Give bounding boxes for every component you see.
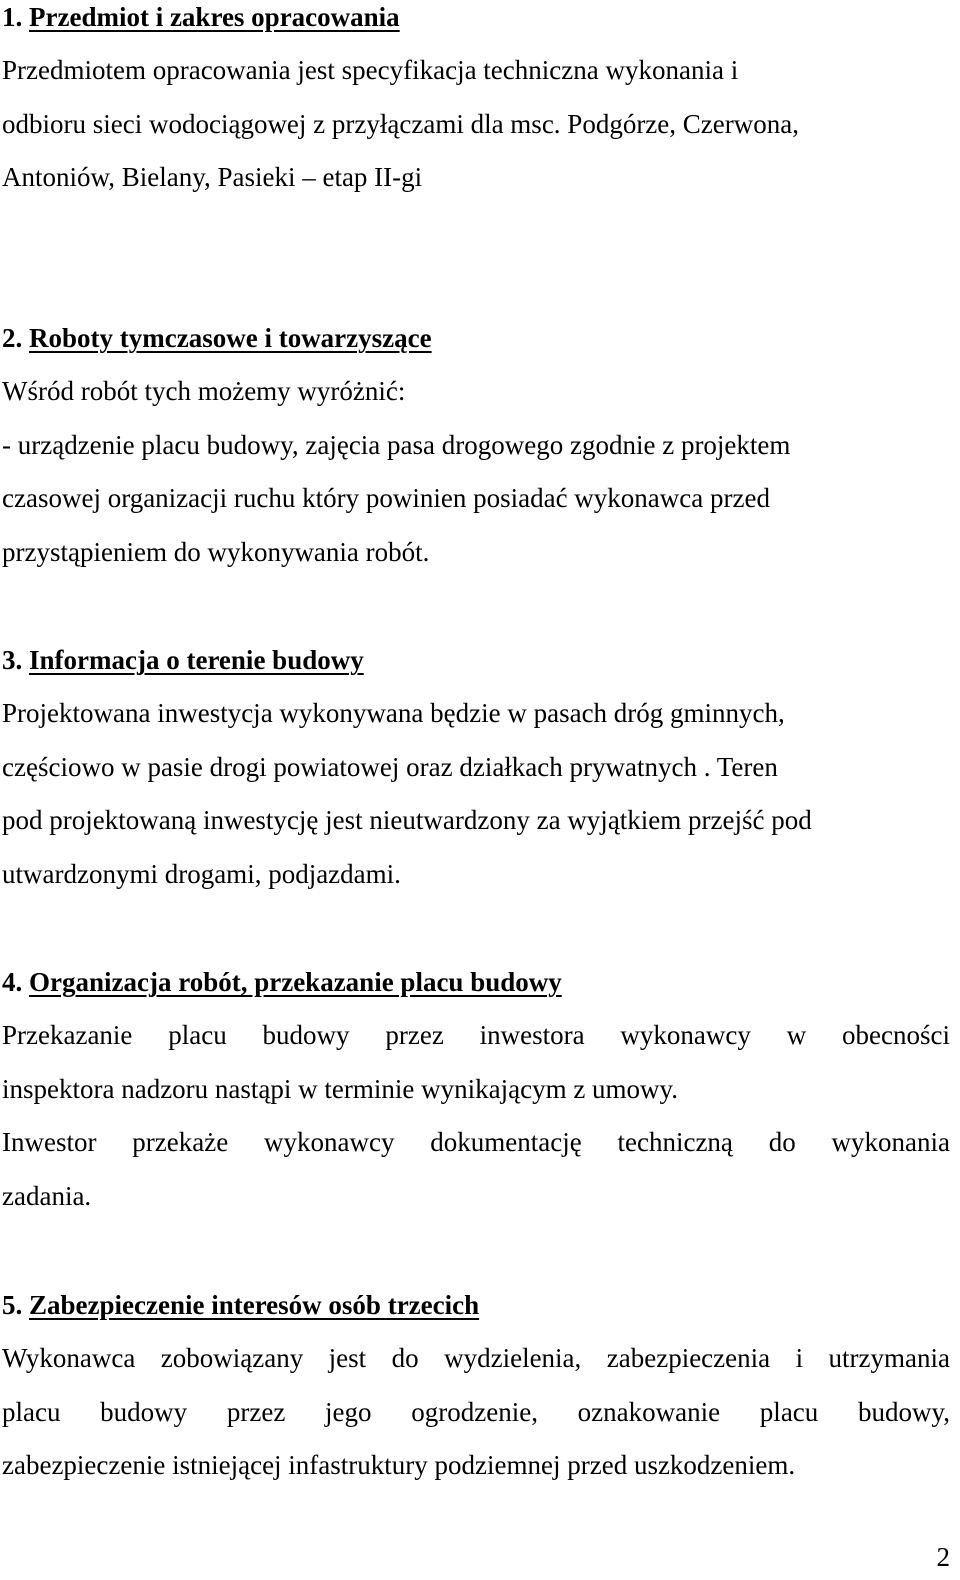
- section-5-line-3: zabezpieczenie istniejącej infastruktury podziemnej przed uszkodzeniem.: [2, 1450, 796, 1481]
- section-3-title: Informacja o terenie budowy: [29, 645, 364, 675]
- section-5-title: Zabezpieczenie interesów osób trzecich: [29, 1290, 480, 1320]
- section-1-line-3: Antoniów, Bielany, Pasieki – etap II-gi: [2, 162, 423, 193]
- section-1-body: [2, 44, 950, 205]
- section-4-number: 4.: [2, 967, 23, 997]
- section-3-line-4: utwardzonymi drogami, podjazdami.: [2, 858, 401, 889]
- section-1-number: 1.: [2, 2, 23, 32]
- page-number: 2: [936, 1542, 950, 1572]
- section-5-line-1: Wykonawca zobowiązany jest do wydzielenia, zabezpieczenia i utrzymania: [2, 1343, 950, 1373]
- section-3-body: [2, 687, 950, 901]
- section-4-title: Organizacja robót, przekazanie placu budowy: [29, 967, 562, 997]
- section-4-body: [2, 1009, 950, 1223]
- section-4-heading: [2, 955, 950, 1009]
- section-3-heading: [2, 633, 950, 687]
- section-1-title: Przedmiot i zakres opracowania: [29, 2, 400, 32]
- section-5-body: [2, 1332, 950, 1493]
- section-1: [2, 0, 950, 205]
- section-3-line-1: Projektowana inwestycja wykonywana będzie w pasach dróg gminnych,: [2, 698, 785, 728]
- section-5-heading: [2, 1278, 950, 1332]
- section-2-line-2: - urządzenie placu budowy, zajęcia pasa drogowego zgodnie z projektem: [2, 429, 791, 460]
- section-4-line-2: inspektora nadzoru nastąpi w terminie wynikającym z umowy.: [2, 1073, 679, 1104]
- section-3-number: 3.: [2, 645, 23, 675]
- section-2-heading: [2, 311, 950, 365]
- section-4-line-1: Przekazanie placu budowy przez inwestora wykonawcy w obecności: [2, 1020, 950, 1050]
- section-4-line-3: Inwestor przekaże wykonawcy dokumentację techniczną do wykonania: [2, 1127, 950, 1158]
- section-3: [2, 633, 950, 901]
- section-5-line-2: placu budowy przez jego ogrodzenie, oznakowanie placu budowy,: [2, 1396, 950, 1427]
- section-2-number: 2.: [2, 323, 23, 353]
- section-2: [2, 311, 950, 579]
- section-4-line-4: zadania.: [2, 1180, 92, 1211]
- section-1-line-1: Przedmiotem opracowania jest specyfikacja techniczna wykonania i: [2, 55, 739, 85]
- section-2-line-3: czasowej organizacji ruchu który powinien posiadać wykonawca przed: [2, 483, 770, 514]
- section-4: [2, 955, 950, 1223]
- section-2-line-4: przystąpieniem do wykonywania robót.: [2, 536, 430, 567]
- section-2-title: Roboty tymczasowe i towarzyszące: [29, 323, 432, 353]
- section-3-line-3: pod projektowaną inwestycję jest nieutwardzony za wyjątkiem przejść pod: [2, 805, 812, 836]
- section-5-number: 5.: [2, 1290, 23, 1320]
- section-3-line-2: częściowo w pasie drogi powiatowej oraz działkach prywatnych . Teren: [2, 751, 778, 782]
- section-1-line-2: odbioru sieci wodociągowej z przyłączami dla msc. Podgórze, Czerwona,: [2, 108, 799, 139]
- section-2-body: [2, 365, 950, 579]
- section-1-heading: [2, 0, 950, 44]
- section-2-line-1: Wśród robót tych możemy wyróżnić:: [2, 376, 406, 406]
- section-5: [2, 1278, 950, 1493]
